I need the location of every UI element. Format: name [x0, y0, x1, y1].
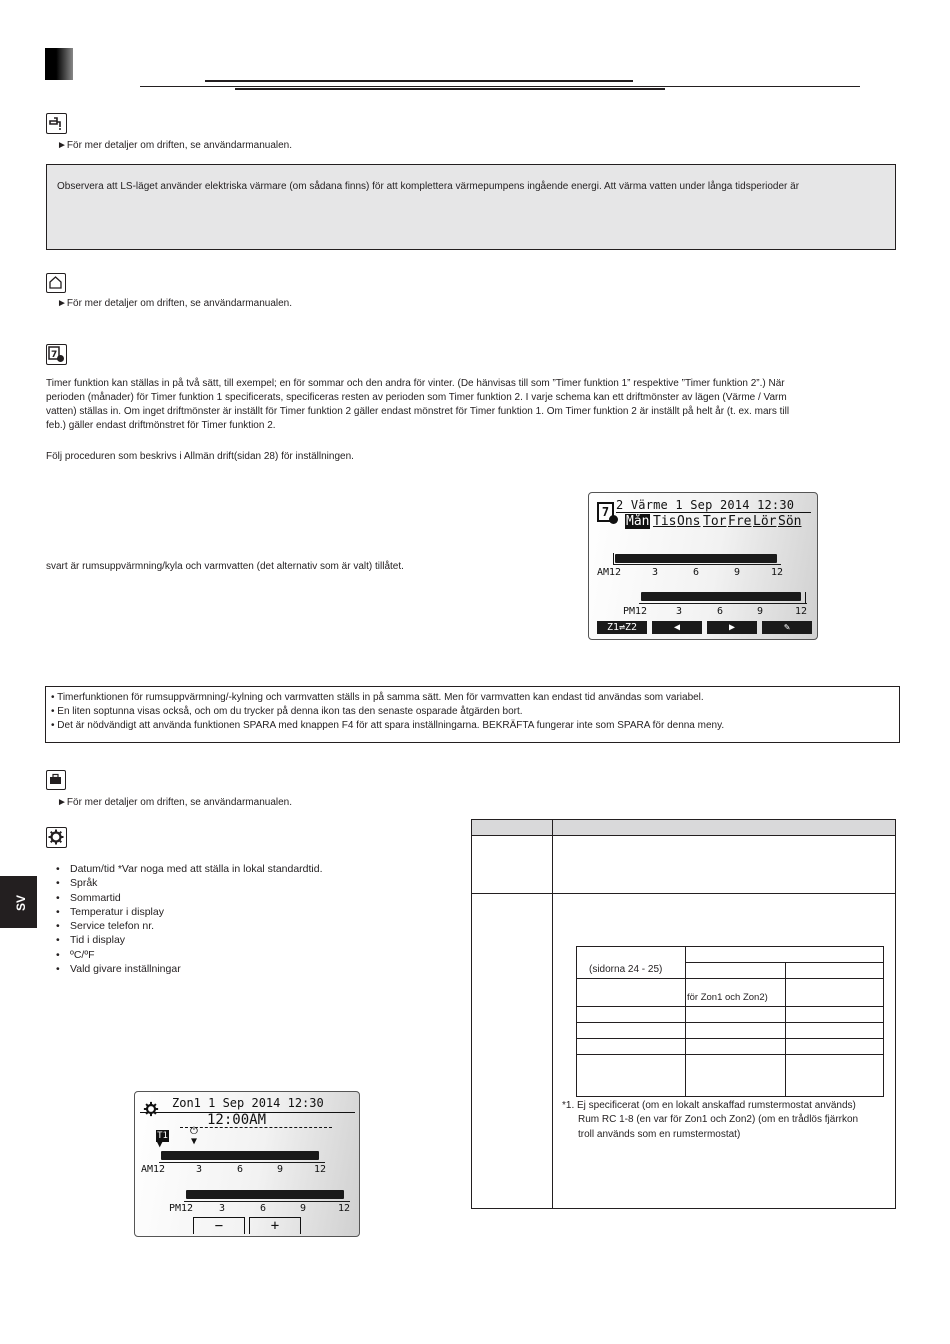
zone-am-tick: 12 — [314, 1164, 327, 1175]
timer-paragraph — [46, 377, 896, 433]
down-arrow-icon: ▼ — [191, 1136, 198, 1147]
table-header-row — [472, 820, 895, 836]
timer-paragraph-line: Timer funktion kan ställas in på två sätt, till exempel; en för sommar och den andra för vinter. (De hänvisas till som ”Timer funktion 1” respektive ”Timer funktion 2”.) När — [46, 378, 785, 389]
gear-icon — [46, 827, 67, 848]
day-fri[interactable]: Fre — [728, 514, 752, 529]
timer-screen-header: 2 Värme 1 Sep 2014 12:30 — [616, 498, 795, 512]
pm-tick: 12 — [795, 606, 808, 617]
settings-item: • ºC/ºF — [46, 948, 406, 962]
timer-note: • Det är nödvändigt att använda funktionen SPARA med knappen F4 för att spara inställningarna. BEKRÄFTA fungerar inte som SPARA för denna meny. — [51, 720, 725, 731]
zone-pm-tick: 3 — [219, 1203, 226, 1214]
language-tab — [0, 876, 37, 928]
header-rule-mid — [140, 86, 860, 87]
zone-am-tick: 9 — [277, 1164, 284, 1175]
edit-button[interactable]: ✎ — [762, 621, 812, 634]
am-tick: 9 — [734, 567, 741, 578]
pm-axis — [639, 603, 807, 604]
more-details-text: ►För mer detaljer om driften, se användarmanualen. — [57, 298, 293, 309]
zone-pm-axis — [184, 1201, 350, 1202]
zone-am-tick: 6 — [237, 1164, 244, 1175]
table-row-divider — [472, 893, 895, 894]
settings-item: • Sommartid — [46, 891, 406, 905]
footnote-line: troll används som en rumstermostat) — [578, 1128, 741, 1140]
timer-paragraph-line: feb.) gäller endast driftmönstret för Timer funktion 2. — [46, 420, 276, 431]
table-col-divider — [552, 820, 553, 1208]
suitcase-icon — [46, 770, 66, 790]
settings-item: • Språk — [46, 876, 406, 890]
pm-tick: 9 — [757, 606, 764, 617]
settings-item: • Datum/tid *Var noga med att ställa in lokal standardtid. — [46, 862, 406, 876]
zone-am-tick: 3 — [196, 1164, 203, 1175]
zone-time-underline — [180, 1127, 332, 1128]
svg-text:7: 7 — [51, 350, 58, 360]
screen-gear-icon — [143, 1101, 159, 1117]
zone-pm-label: PM12 — [169, 1203, 194, 1214]
timer-calendar-icon — [46, 344, 67, 365]
settings-item: • Tid i display — [46, 933, 406, 947]
faucet-icon — [46, 113, 67, 134]
timer-screen-clock-icon — [609, 515, 618, 524]
day-thu[interactable]: Tor — [703, 514, 727, 529]
timer-note: • En liten soptunna visas också, och om du trycker på denna ikon tas den senaste osparade åtgärden bort. — [51, 706, 523, 717]
sensor-label: T1 — [157, 1131, 168, 1141]
inner-table — [576, 946, 884, 1096]
timer-notes-box — [45, 686, 900, 743]
house-icon — [46, 273, 66, 293]
zone-screen-time: 12:00AM — [207, 1112, 267, 1128]
header-rule-bottom — [235, 88, 665, 90]
am-tick: 12 — [771, 567, 784, 578]
pm-tick: 3 — [676, 606, 683, 617]
am-tick: 6 — [693, 567, 700, 578]
zone-lcd-screen — [134, 1091, 360, 1237]
day-mon[interactable]: Mån — [626, 514, 650, 529]
more-details-text: ►För mer detaljer om driften, se användarmanualen. — [57, 140, 293, 151]
zone-switch-button[interactable]: Z1⇌Z2 — [597, 621, 647, 634]
header-rule-top — [205, 80, 633, 82]
zone-pm-tick: 12 — [338, 1203, 351, 1214]
zone-am-axis — [159, 1162, 325, 1163]
pm-tick: 6 — [717, 606, 724, 617]
dhw-note-box — [46, 164, 896, 250]
more-details-text: ►För mer detaljer om driften, se användarmanualen. — [57, 797, 293, 808]
plus-button[interactable]: + — [249, 1217, 301, 1234]
zone-pm-tick: 9 — [300, 1203, 307, 1214]
am-tick: 3 — [652, 567, 659, 578]
zone-pm-tick: 6 — [260, 1203, 267, 1214]
pm-axis-end — [805, 592, 806, 604]
am-axis — [613, 564, 781, 565]
day-wed[interactable]: Ons — [677, 514, 701, 529]
pm-timeline-bar — [641, 592, 801, 601]
dhw-note-text: Observera att LS-läget använder elektriska värmare (om sådana finns) för att komplettera värmepumpens ingående energi. Att värma vatten under långa tidsperioder är — [57, 181, 800, 192]
day-selector — [625, 513, 815, 531]
am-label: AM12 — [597, 567, 622, 578]
header-marker — [45, 48, 73, 80]
power-icon: ⏻ — [190, 1126, 198, 1137]
inner-table-pages: (sidorna 24 - 25) — [589, 964, 663, 975]
footnote — [562, 1099, 892, 1142]
black-allowed-text: svart är rumsuppvärmning/kyla och varmvatten (det alternativ som är valt) tillåtet. — [46, 561, 404, 572]
day-sat[interactable]: Lör — [753, 514, 777, 529]
settings-item: • Service telefon nr. — [46, 919, 406, 933]
zone-screen-header: Zon1 1 Sep 2014 12:30 — [172, 1096, 324, 1110]
timer-screen-icon: 7 — [597, 502, 614, 522]
settings-table — [471, 819, 896, 1209]
settings-item: • Temperatur i display — [46, 905, 406, 919]
settings-list — [46, 862, 406, 976]
language-tab-label: SV — [14, 894, 29, 912]
footnote-line: Rum RC 1-8 (en var för Zon1 och Zon2) (om en trådlös fjärrkon — [578, 1114, 859, 1126]
inner-table-zone: för Zon1 och Zon2) — [687, 992, 768, 1003]
timer-paragraph-line: perioden (månader) för Timer funktion 1 specificerats, specificeras resten av perioden som Timer funktion 2. I varje schema kan ett driftmönster av lägen (Värme / Varm — [46, 392, 787, 403]
pm-label: PM12 — [623, 606, 648, 617]
am-timeline-bar — [615, 554, 777, 563]
zone-pm-bar — [186, 1190, 344, 1199]
left-arrow-button[interactable]: ◀ — [652, 621, 702, 634]
settings-item: • Vald givare inställningar — [46, 962, 406, 976]
right-arrow-button[interactable]: ▶ — [707, 621, 757, 634]
zone-am-bar — [161, 1151, 319, 1160]
procedure-text: Följ proceduren som beskrivs i Allmän drift(sidan 28) för inställningen. — [46, 451, 354, 462]
sensor-arrow-icon: ▼ — [157, 1140, 163, 1150]
timer-note: • Timerfunktionen för rumsuppvärmning/-kylning och varmvatten ställs in på samma sätt. Men för varmvatten kan endast tid användas som variabel. — [51, 692, 704, 703]
footnote-line: *1. Ej specificerat (om en lokalt anskaffad rumstermostat används) — [562, 1100, 856, 1111]
minus-button[interactable]: − — [193, 1217, 245, 1234]
day-tue[interactable]: Tis — [653, 514, 677, 529]
day-sun[interactable]: Sön — [778, 514, 802, 529]
timer-paragraph-line: vatten) ställas in. Om inget driftmönster är inställt för Timer funktion 2 gäller endast mönstret för Timer funktion 1. Om Timer funktion 2 är inställt på helt år (t. ex. mars till — [46, 406, 790, 417]
zone-am-label: AM12 — [141, 1164, 166, 1175]
timer-lcd-screen — [588, 492, 818, 640]
